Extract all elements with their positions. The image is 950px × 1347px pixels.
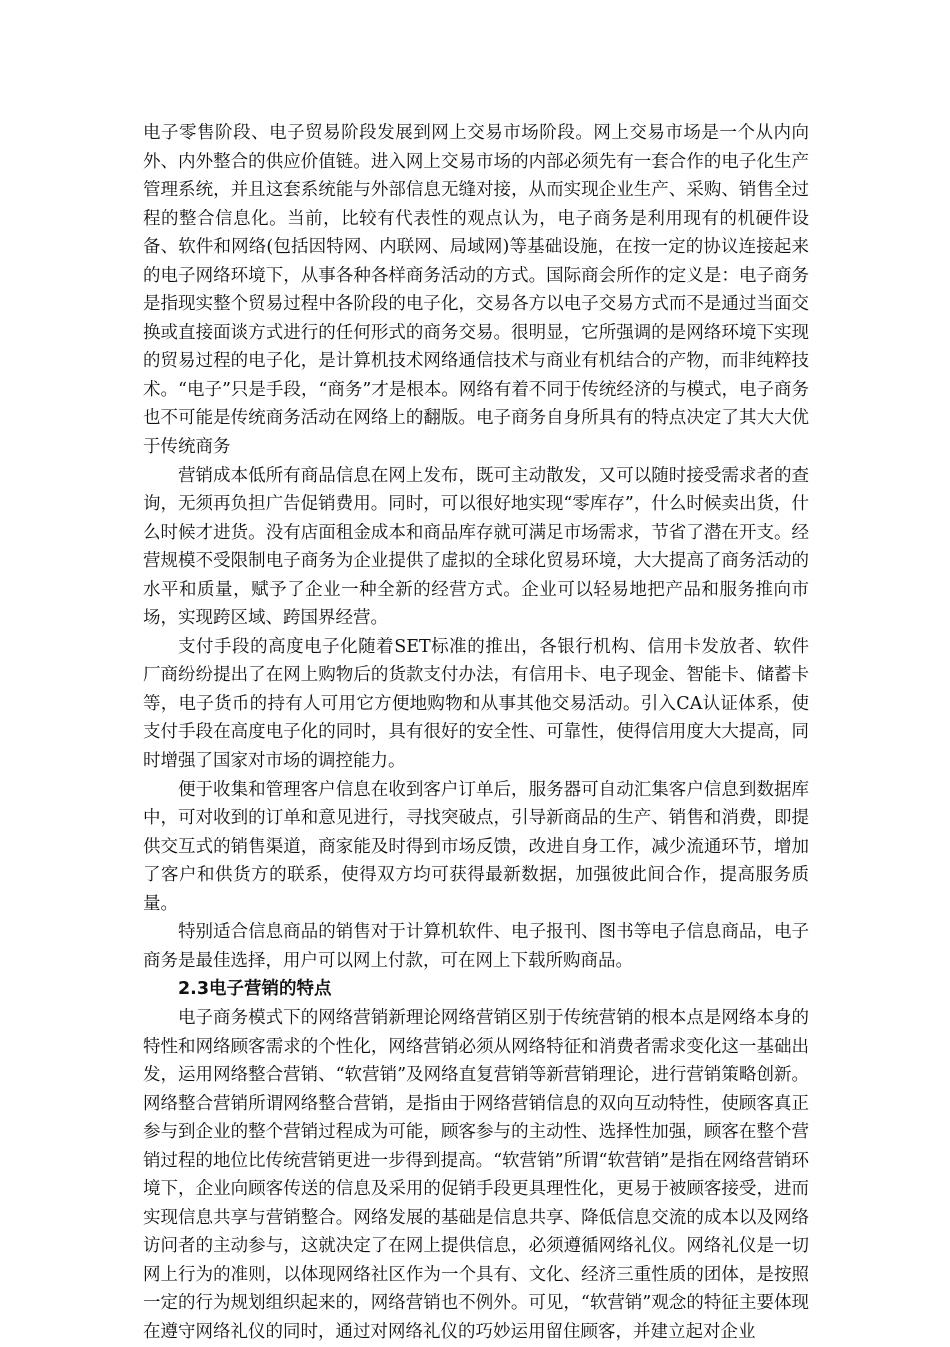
paragraph-network-marketing-theory: 电子商务模式下的网络营销新理论网络营销区别于传统营销的根本点是网络本身的特性和网络顾客需求的个性化，网络营销必须从网络特征和消费者需求变化这一基础出发，运用网络整合营销、“软营销”及网络直复营销等新营销理论，进行营销策略创新。网络整合营销所谓网络整合营销，是指由于网络营销信息的双向互动特性，使顾客真正参与到企业的整个营销过程成为可能，顾客参与的主动性、选择性加强，顾客在整个营销过程的地位比传统营销更进一步得到提高。“软营销”所谓“软营销”是指在网络营销环境下，企业向顾客传送的信息及采用的促销手段更具理性化，更易于被顾客接受，进而实现信息共享与营销整合。网络发展的基础是信息共享、降低信息交流的成本以及网络访问者的主动参与，这就决定了在网上提供信息，必须遵循网络礼仪。网络礼仪是一切网上行为的准则，以体现网络社区作为一个具有、文化、经济三重性质的团体，是按照一定的行为规划组织起来的，网络营销也不例外。可见，“软营销”观念的特征主要体现在遵守网络礼仪的同时，通过对网络礼仪的巧妙运用留住顾客，并建立起对企业 bbox=[143, 1007, 809, 1342]
paragraph-low-marketing-cost: 营销成本低所有商品信息在网上发布，既可主动散发，又可以随时接受需求者的查询，无须再负担广告促销费用。同时，可以很好地实现“零库存”，什么时候卖出货，什么时候才进货。没有店面租金成本和商品库存就可满足市场需求，节省了潜在开支。经营规模不受限制电子商务为企业提供了虚拟的全球化贸易环境，大大提高了商务活动的水平和质量，赋予了企业一种全新的经营方式。企业可以轻易地把产品和服务推向市场，实现跨区域、跨国界经营。 bbox=[143, 465, 809, 629]
paragraph-customer-information: 便于收集和管理客户信息在收到客户订单后，服务器可自动汇集客户信息到数据库中，可对收到的订单和意见进行，寻找突破点，引导新商品的生产、销售和消费，即提供交互式的销售渠道，商家能及时得到市场反馈，改进自身工作，减少流通环节，增加了客户和供货方的联系，使得双方均可获得最新数据，加强彼此间合作，提高服务质量。 bbox=[143, 779, 809, 914]
paragraph-ecommerce-definition: 电子零售阶段、电子贸易阶段发展到网上交易市场阶段。网上交易市场是一个从内向外、内外整合的供应价值链。进入网上交易市场的内部必须先有一套合作的电子化生产管理系统，并且这套系统能与外部信息无缝对接，从而实现企业生产、采购、销售全过程的整合信息化。当前，比较有代表性的观点认为，电子商务是利用现有的机硬件设备、软件和网络(包括因特网、内联网、局域网)等基础设施，在按一定的协议连接起来的电子网络环境下，从事各种各样商务活动的方式。国际商会所作的定义是：电子商务是指现实整个贸易过程中各阶段的电子化，交易各方以电子交易方式而不是通过当面交换或直接面谈方式进行的任何形式的商务交易。很明显，它所强调的是网络环境下实现的贸易过程的电子化，是计算机技术网络通信技术与商业有机结合的产物，而非纯粹技术。“电子”只是手段，“商务”才是根本。网络有着不同于传统经济的与模式，电子商务也不可能是传统商务活动在网络上的翻版。电子商务自身所具有的特点决定了其大大优于传统商务 bbox=[143, 123, 809, 458]
paragraph-electronic-payment: 支付手段的高度电子化随着SET标准的推出，各银行机构、信用卡发放者、软件厂商纷纷提出了在网上购物后的货款支付办法，有信用卡、电子现金、智能卡、储蓄卡等，电子货币的持有人可用它方便地购物和从事其他交易活动。引入CA认证体系，使支付手段在高度电子化的同时，具有很好的安全性、可靠性，使得信用度大大提高，同时增强了国家对市场的调控能力。 bbox=[143, 636, 809, 772]
section-heading: 2.3电子营销的特点 bbox=[178, 979, 332, 1000]
paragraph-information-goods: 特别适合信息商品的销售对于计算机软件、电子报刊、图书等电子信息商品，电子商务是最佳选择，用户可以网上付款，可在网上下载所购商品。 bbox=[143, 922, 809, 971]
document-body bbox=[143, 119, 809, 1347]
